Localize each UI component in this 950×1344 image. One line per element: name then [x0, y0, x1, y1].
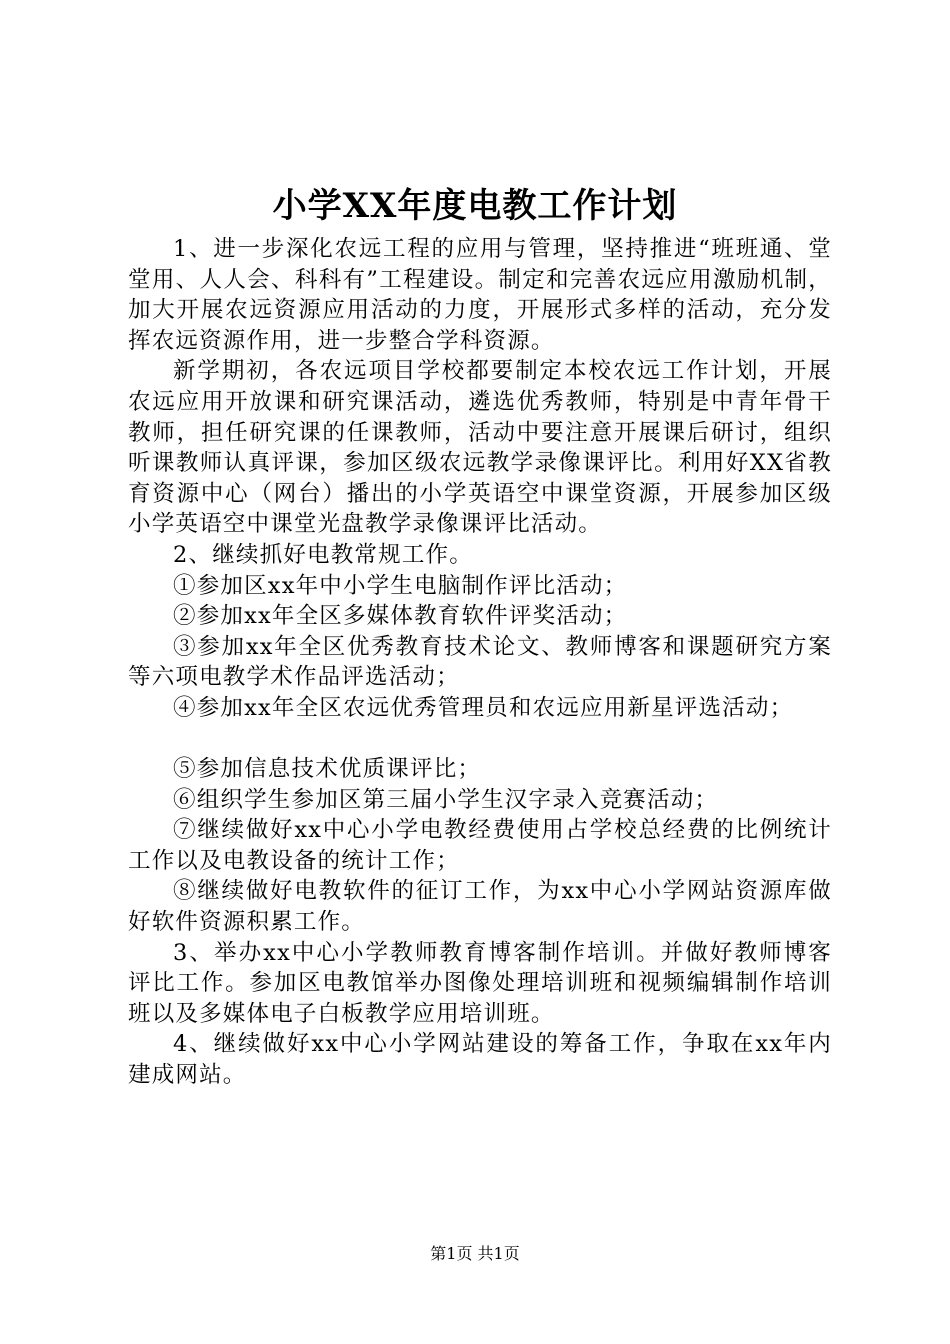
paragraph: 3、举办xx中心小学教师教育博客制作培训。并做好教师博客评比工作。参加区电教馆举办图像处理培训班和视频编辑制作培训班以及多媒体电子白板教学应用培训班。 — [128, 939, 832, 1027]
document-body — [128, 234, 832, 1091]
page-footer: 第1页 共1页 — [430, 1244, 520, 1263]
blank-line — [128, 724, 832, 755]
paragraph: 新学期初，各农远项目学校都要制定本校农远工作计划，开展农远应用开放课和研究课活动，遴选优秀教师，特别是中青年骨干教师，担任研究课的任课教师，活动中要注意开展课后研讨，组织听课教师认真评课，参加区级农远教学录像课评比。利用好XX省教育资源中心（网台）播出的小学英语空中课堂资源，开展参加区级小学英语空中课堂光盘教学录像课评比活动。 — [128, 358, 832, 538]
paragraph: 2、继续抓好电教常规工作。 — [173, 541, 473, 568]
list-item: ⑥组织学生参加区第三届小学生汉字录入竞赛活动； — [173, 786, 719, 813]
list-item: ⑦继续做好xx中心小学电教经费使用占学校总经费的比例统计工作以及电教设备的统计工作； — [128, 817, 832, 874]
list-item: ④参加xx年全区农远优秀管理员和农远应用新星评选活动； — [173, 694, 794, 721]
list-item: ③参加xx年全区优秀教育技术论文、教师博客和课题研究方案等六项电教学术作品评选活动； — [128, 633, 832, 691]
document-title: 小学XX年度电教工作计划 — [272, 186, 678, 226]
list-item: ②参加xx年全区多媒体教育软件评奖活动； — [173, 603, 628, 630]
list-item: ①参加区xx年中小学生电脑制作评比活动； — [173, 572, 628, 599]
paragraph: 1、进一步深化农远工程的应用与管理，坚持推进“班班通、堂堂用、人人会、科科有”工程建设。制定和完善农远应用激励机制，加大开展农远资源应用活动的力度，开展形式多样的活动，充分发挥农远资源作用，进一步整合学科资源。 — [128, 236, 832, 354]
list-item: ⑧继续做好电教软件的征订工作，为xx中心小学网站资源库做好软件资源积累工作。 — [128, 878, 832, 936]
paragraph: 4、继续做好xx中心小学网站建设的筹备工作，争取在xx年内建成网站。 — [128, 1031, 832, 1089]
list-item: ⑤参加信息技术优质课评比； — [173, 756, 482, 783]
